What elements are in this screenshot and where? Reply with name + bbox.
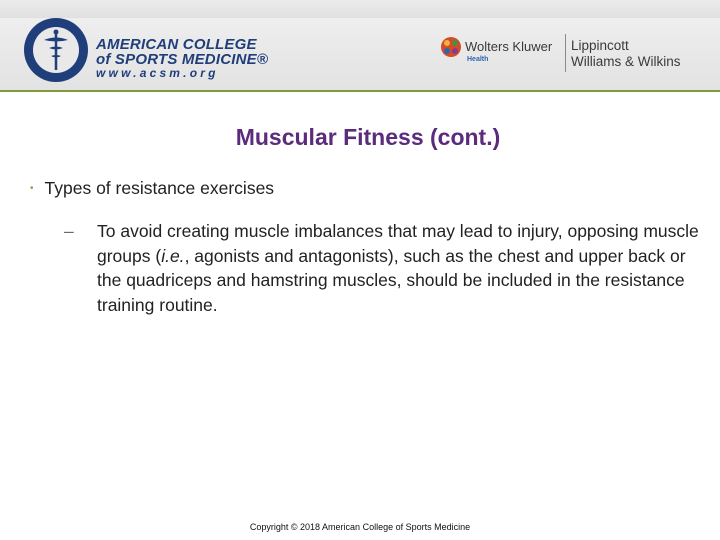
wolters-kluwer-sub: Health [467,56,489,63]
acsm-name-line1: AMERICAN COLLEGE [96,36,257,53]
lww-name-line2: Williams & Wilkins [571,54,681,69]
sub-text-italic: i.e. [161,245,185,266]
acsm-url: www.acsm.org [96,66,219,80]
logo-divider [565,34,566,72]
bullet-item [30,178,274,199]
bullet-dot-icon: • [30,183,34,194]
slide-title: Muscular Fitness (cont.) [235,124,501,150]
sub-bullet-text [97,219,701,317]
bullet-text: Types of resistance exercises [44,178,275,198]
sub-text-part1: To avoid creating muscle imbalances that may lead to injury, opposing muscle groups ( [97,221,699,266]
acsm-name-line2: of SPORTS MEDICINE® [96,51,269,68]
lww-name-line1: Lippincott [571,38,629,53]
copyright-footer: Copyright © 2018 American College of Sports Medicine [249,522,471,532]
wolters-kluwer-logo-icon [440,36,462,58]
header-top-stripe [0,0,720,18]
slide-header [0,0,720,92]
wolters-kluwer-name: Wolters Kluwer [465,39,553,54]
sub-text-part2: , agonists and antagonists), such as the chest and upper back or the quadriceps and hamstring muscles, should be included in the resistance training routine. [97,245,686,315]
header-accent-line [0,90,720,92]
acsm-seal-icon [22,16,90,84]
sub-bullet-dash: – [64,221,74,241]
